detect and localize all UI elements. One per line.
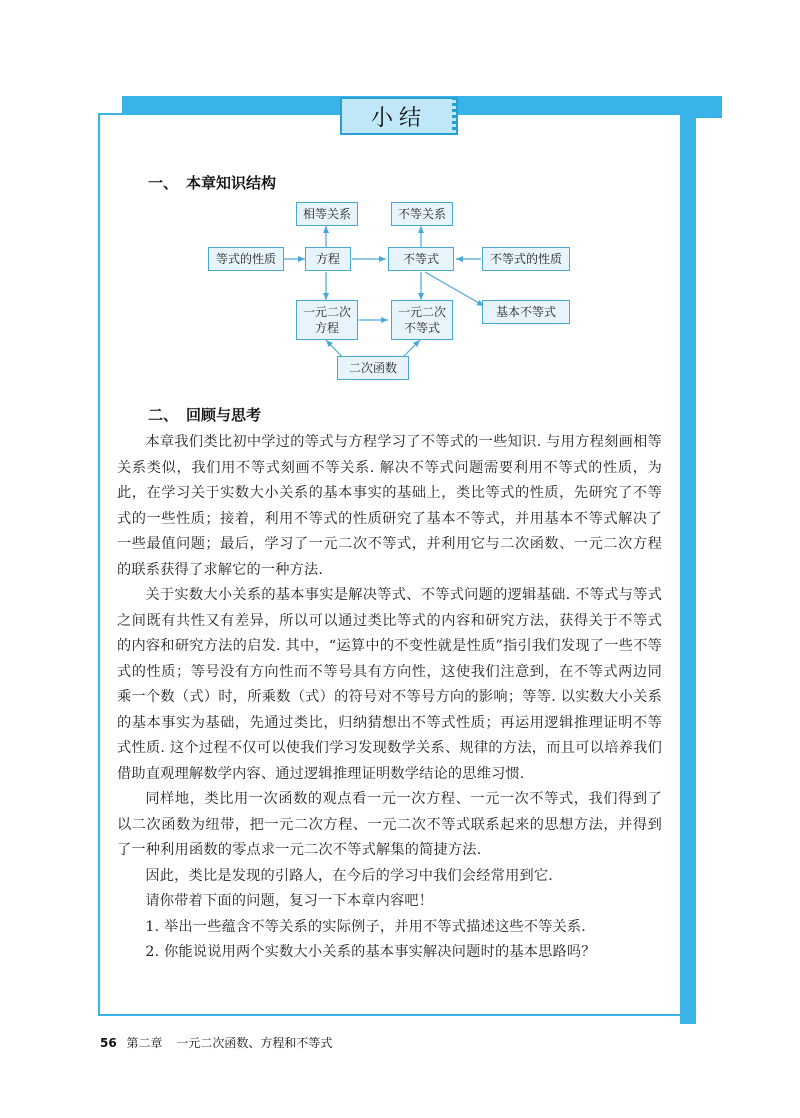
page-title: 小结 [340, 97, 458, 135]
paragraph: 关于实数大小关系的基本事实是解决等式、不等式问题的逻辑基础. 不等式与等式之间既有共性又有差异，所以可以通过类比等式的内容和研究方法，获得关于不等式的内容和研究方法的启发. 其中，“运算中的不变性就是性质”指引我们发现了一些不等式的性质；等号没有方向性而不等号具有方向性，这使我们注意到，在不等式两边同乘一个数（式）时，所乘数（式）的符号对不等号方向的影响；等等. 以实数大小关系的基本事实为基础，先通过类比，归纳猜想出不等式性质；再运用逻辑推理证明不等式性质. 这个过程不仅可以使我们学习发现数学关系、规律的方法，而且可以培养我们借助直观理解数学内容、通过逻辑推理证明数学结论的思维习惯. [117, 587, 662, 782]
page-footer [100, 1034, 332, 1051]
node-label-line: 一元二次 [397, 305, 446, 319]
node-quadratic-equation [296, 300, 358, 340]
node-label-line: 不等式 [403, 321, 440, 335]
section-title: 回顾与思考 [186, 406, 262, 424]
node-unequal-relation: 不等关系 [391, 202, 453, 226]
paragraph: 同样地，类比用一次函数的观点看一元一次方程、一元一次不等式，我们得到了以二次函数为纽带，把一元二次方程、一元二次不等式联系起来的思想方法，并得到了一种利用函数的零点求一元二次不等式解集的简捷方法. [117, 791, 662, 858]
section-number: 二、 [148, 406, 179, 424]
paragraph: 本章我们类比初中学过的等式与方程学习了不等式的一些知识. 与用方程刻画相等关系类似，我们用不等式刻画不等关系. 解决不等式问题需要利用不等式的性质，为此，在学习关于实数大小关系的基本事实的基础上，类比等式的性质，先研究了不等式的一些性质；接着，利用不等式的性质研究了基本不等式，并用基本不等式解决了一些最值问题；最后，学习了一元二次不等式，并利用它与二次函数、一元二次方程的联系获得了求解它的一种方法. [117, 434, 662, 578]
node-inequality-properties: 不等式的性质 [482, 247, 570, 271]
paragraph: 请你带着下面的问题，复习一下本章内容吧！ [145, 893, 434, 909]
paragraph: 因此，类比是发现的引路人，在今后的学习中我们会经常用到它. [145, 867, 553, 884]
page-number: 56 [100, 1036, 117, 1050]
question-item: 1. 举出一些蕴含不等关系的实际例子，并用不等式描述这些不等关系. [145, 918, 586, 935]
node-label-line: 方程 [314, 321, 339, 335]
node-equal-relation: 相等关系 [296, 202, 358, 226]
section-number: 一、 [148, 174, 179, 192]
node-equation: 方程 [305, 247, 351, 271]
chapter-label: 第二章 [126, 1036, 163, 1050]
node-equality-properties: 等式的性质 [208, 247, 284, 271]
node-label-line: 一元二次 [302, 305, 351, 319]
node-inequality: 不等式 [388, 247, 454, 271]
section-title: 本章知识结构 [186, 174, 277, 192]
node-quadratic-function: 二次函数 [337, 356, 409, 380]
question-item: 2. 你能说说用两个实数大小关系的基本事实解决问题时的基本思路吗？ [145, 944, 596, 960]
chapter-title: 一元二次函数、方程和不等式 [176, 1036, 333, 1050]
review-body [117, 430, 662, 966]
section-heading-review [148, 404, 261, 425]
node-basic-inequality: 基本不等式 [482, 300, 570, 324]
node-quadratic-inequality [391, 300, 453, 340]
